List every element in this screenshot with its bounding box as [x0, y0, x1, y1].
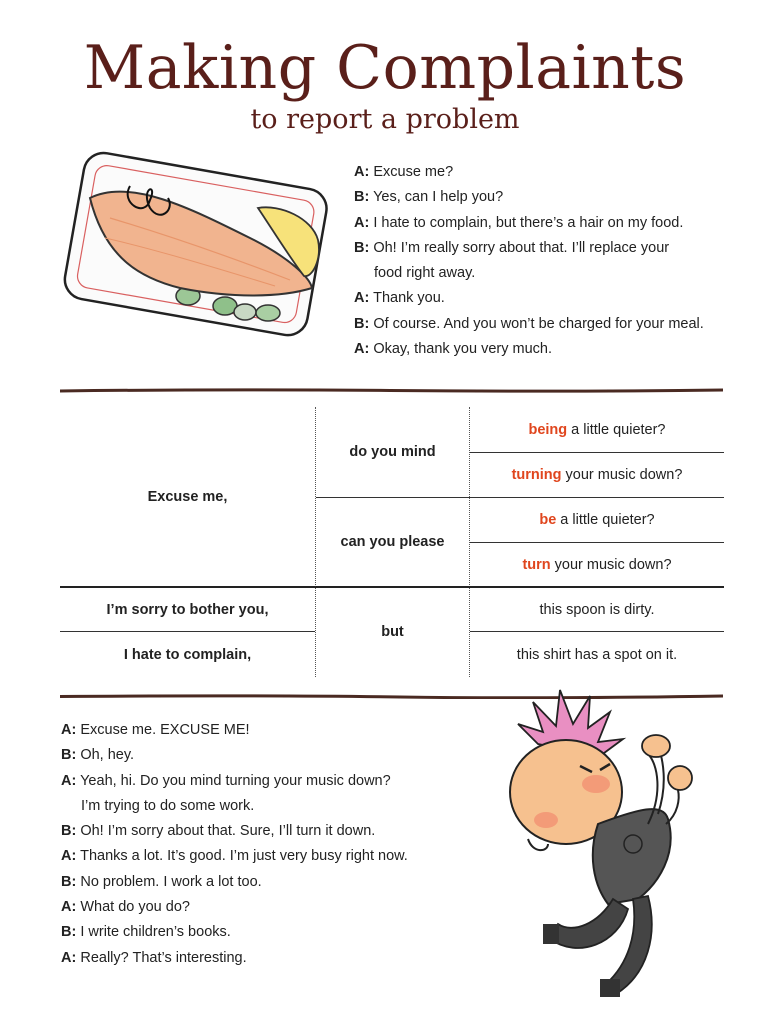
speaker-label: B: [61, 873, 77, 890]
dialog-text: I write children’s books. [80, 924, 231, 941]
hate-to-complain-cell: I hate to complain, [123, 646, 252, 663]
sorry-to-bother-cell: I’m sorry to bother you, [106, 601, 269, 618]
dialog-line [61, 769, 408, 794]
phrase-table [60, 407, 724, 677]
dialog-text: Oh! I’m really sorry about that. I’ll replace your [373, 239, 670, 256]
dialog-text: Yeah, hi. Do you mind turning your music down? [80, 772, 391, 789]
speaker-label: A: [354, 290, 370, 307]
dialog-text: Excuse me. EXCUSE ME! [80, 722, 250, 738]
speaker-label: A: [61, 772, 77, 789]
dialog-text: Really? That’s interesting. [80, 949, 247, 966]
ending-cell-3: be a little quieter? [539, 511, 655, 528]
fish-plate-illustration [50, 148, 340, 358]
dialog-text: What do you do? [80, 899, 190, 916]
punk-character-illustration [488, 684, 718, 1004]
dialog-line [354, 236, 704, 261]
dialog-text: Of course. And you won’t be charged for your meal. [373, 315, 704, 332]
music-dialog [61, 718, 408, 971]
dialog-line [61, 743, 408, 768]
restaurant-dialog [354, 160, 704, 362]
dialog-line [61, 870, 408, 895]
page-title: Making Complaints [83, 33, 687, 103]
dialog-line [354, 211, 704, 236]
spoon-cell: this spoon is dirty. [539, 601, 655, 618]
dialog-line [354, 261, 704, 286]
speaker-label: A: [61, 722, 77, 738]
dialog-text: Yes, can I help you? [373, 189, 504, 206]
speaker-label: B: [61, 823, 77, 840]
speaker-label: A: [354, 164, 370, 180]
dialog-text: Okay, thank you very much. [373, 341, 552, 358]
speaker-label: A: [61, 848, 77, 865]
section-divider [60, 388, 723, 393]
dialog-line [61, 844, 408, 869]
speaker-label: A: [61, 899, 77, 916]
shirt-cell: this shirt has a spot on it. [516, 646, 678, 663]
dialog-line [354, 312, 704, 337]
dialog-line [354, 337, 704, 362]
dialog-text: Oh, hey. [80, 747, 135, 764]
excuse-me-cell: Excuse me, [147, 489, 228, 505]
dialog-text: Oh! I’m sorry about that. Sure, I’ll turn it down. [80, 823, 376, 840]
highlight-verb: being [528, 421, 568, 438]
speaker-label: B: [61, 747, 77, 764]
dialog-line [354, 286, 704, 311]
ending-cell-2: turning your music down? [511, 466, 683, 483]
can-you-please-cell: can you please [340, 534, 445, 550]
speaker-label: A: [354, 214, 370, 231]
dialog-text: I’m trying to do some work. [81, 797, 255, 814]
dialog-line [61, 819, 408, 844]
dialog-text: food right away. [374, 265, 476, 282]
but-cell: but [381, 624, 404, 640]
speaker-label: A: [354, 341, 370, 358]
speaker-label: A: [61, 949, 77, 966]
dialog-text: I hate to complain, but there’s a hair on my food. [373, 214, 684, 231]
dialog-text: No problem. I work a lot too. [80, 873, 262, 890]
speaker-label: B: [354, 189, 370, 206]
speaker-label: B: [354, 239, 370, 256]
dialog-text: Thanks a lot. It’s good. I’m just very busy right now. [80, 848, 408, 865]
dialog-line [61, 920, 408, 945]
dialog-text: Excuse me? [373, 164, 454, 180]
dialog-text: Thank you. [373, 290, 445, 307]
dialog-line [354, 185, 704, 210]
speaker-label: B: [354, 315, 370, 332]
highlight-verb: be [539, 511, 557, 528]
do-you-mind-cell: do you mind [349, 444, 436, 460]
dialog-line [61, 718, 408, 743]
dialog-line [61, 794, 408, 819]
dialog-line [354, 160, 704, 185]
page-subtitle: to report a problem [250, 104, 520, 135]
dialog-line [61, 895, 408, 920]
highlight-verb: turning [511, 466, 562, 483]
highlight-verb: turn [522, 556, 551, 573]
ending-cell-1: being a little quieter? [528, 421, 666, 438]
speaker-label: B: [61, 924, 77, 941]
dialog-line [61, 946, 408, 971]
ending-cell-4: turn your music down? [522, 556, 672, 573]
